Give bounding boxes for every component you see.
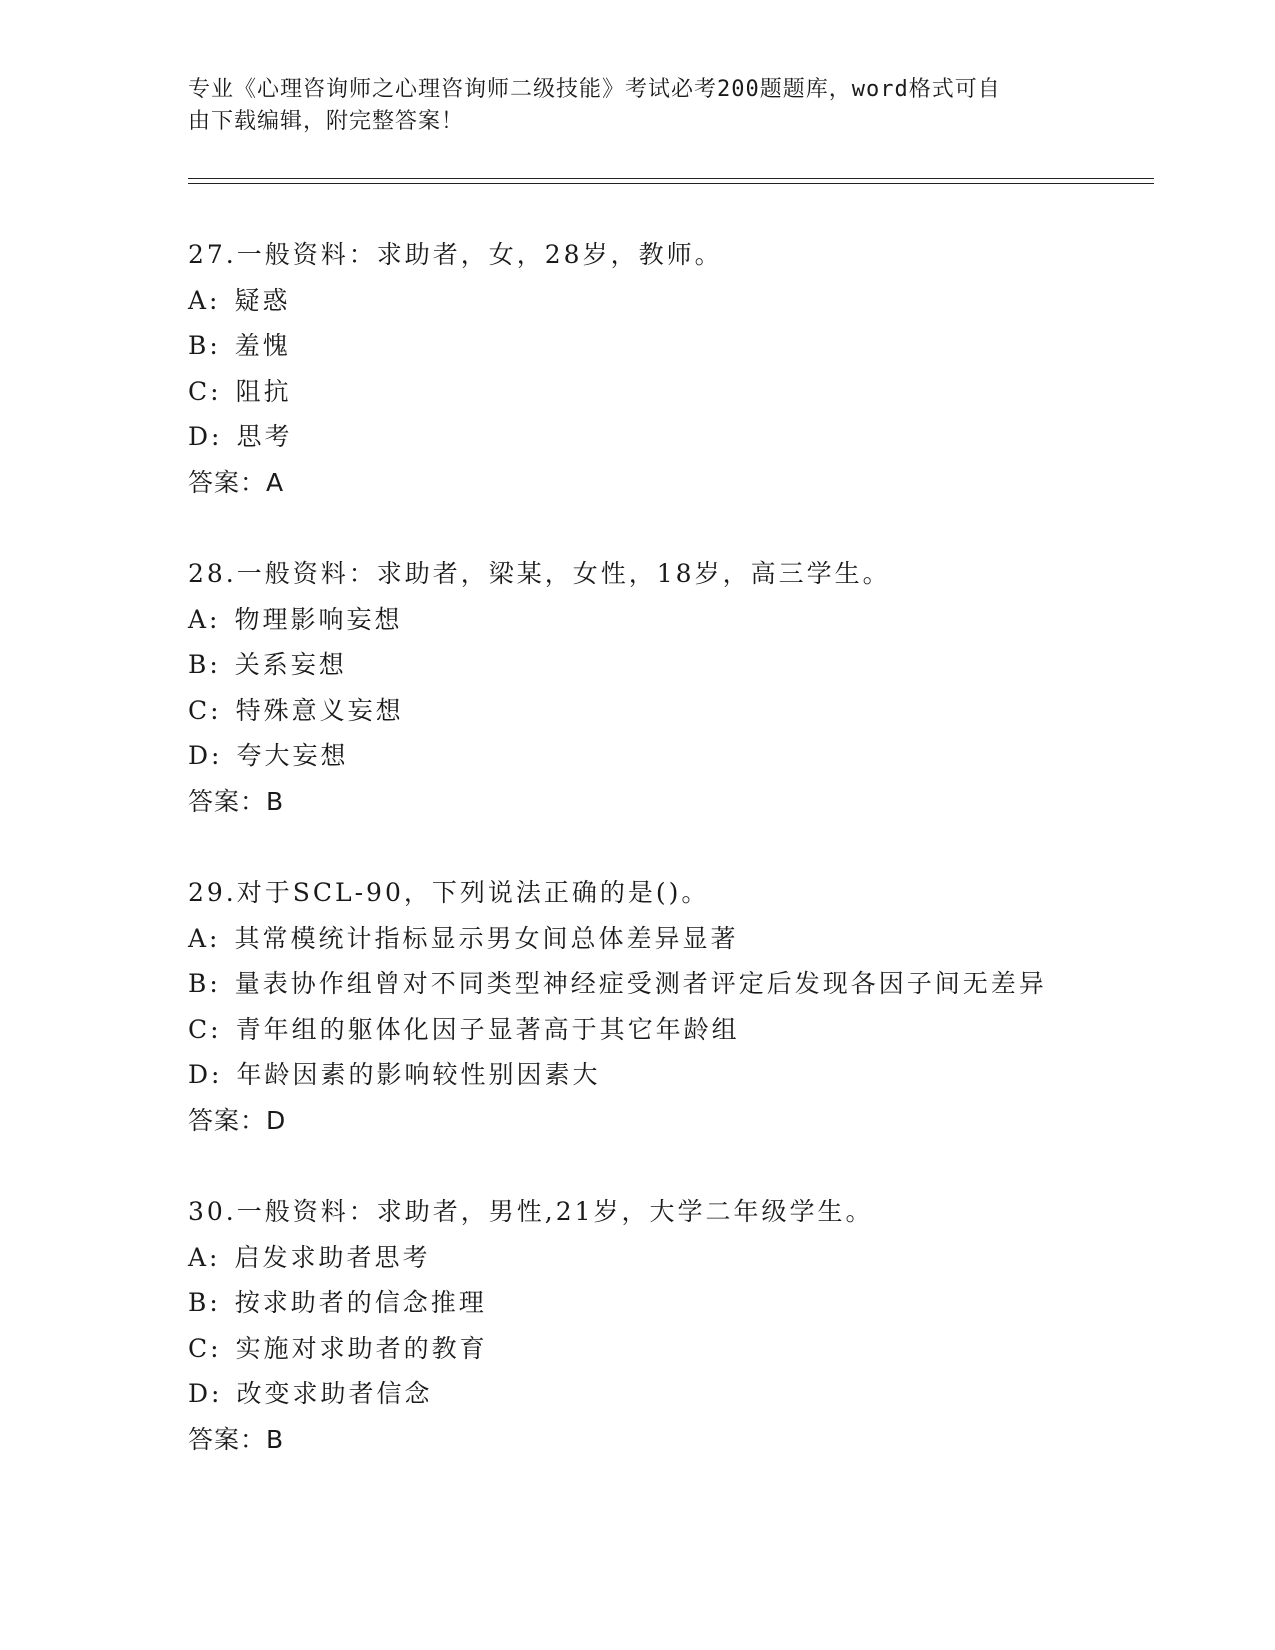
question-28 <box>188 551 1148 824</box>
question-stem: 30.一般资料：求助者，男性,21岁，大学二年级学生。 <box>188 1197 874 1226</box>
header-line-2: 由下载编辑，附完整答案！ <box>188 109 465 134</box>
option-text: 阻抗 <box>235 376 292 406</box>
option-letter: D: <box>188 1379 223 1408</box>
option-letter: B: <box>188 650 221 679</box>
question-30 <box>188 1189 1148 1462</box>
answer-line: 答案：A <box>188 467 285 497</box>
option-text: 其常模统计指标显示男女间总体差异显著 <box>234 923 739 953</box>
option-text: 启发求助者思考 <box>234 1242 431 1272</box>
option-letter: D: <box>188 741 223 770</box>
question-29 <box>188 870 1148 1143</box>
option-text: 量表协作组曾对不同类型神经症受测者评定后发现各因子间无差异 <box>234 969 1047 998</box>
option-text: 羞愧 <box>234 331 291 360</box>
option-text: 特殊意义妄想 <box>235 695 404 725</box>
option-text: 关系妄想 <box>234 650 347 679</box>
option-letter: D: <box>188 422 223 451</box>
option-d <box>188 1052 1148 1098</box>
option-c <box>188 1326 1148 1372</box>
option-letter: C: <box>188 376 222 406</box>
option-text: 夸大妄想 <box>236 741 349 770</box>
answer-line: 答案：B <box>188 786 285 816</box>
option-c <box>188 688 1148 734</box>
option-a <box>188 597 1148 643</box>
option-c <box>188 369 1148 415</box>
option-letter: C: <box>188 1014 222 1044</box>
option-text: 改变求助者信念 <box>236 1379 433 1408</box>
option-text: 疑惑 <box>234 285 291 315</box>
header-divider-bottom <box>188 183 1154 184</box>
answer-line: 答案：B <box>188 1424 285 1454</box>
option-letter: C: <box>188 695 222 725</box>
option-letter: A: <box>188 604 221 634</box>
option-d <box>188 1371 1148 1417</box>
option-letter: B: <box>188 969 221 998</box>
question-27 <box>188 232 1148 505</box>
option-d <box>188 414 1148 460</box>
option-letter: B: <box>188 1288 221 1317</box>
option-text: 按求助者的信念推理 <box>234 1288 487 1317</box>
option-b <box>188 323 1148 369</box>
option-b <box>188 961 1148 1007</box>
option-text: 物理影响妄想 <box>234 604 403 634</box>
option-letter: A: <box>188 285 221 315</box>
option-a <box>188 278 1148 324</box>
option-text: 思考 <box>236 422 293 451</box>
option-b <box>188 642 1148 688</box>
option-letter: A: <box>188 1242 221 1272</box>
option-c <box>188 1007 1148 1053</box>
option-letter: B: <box>188 331 221 360</box>
option-text: 青年组的躯体化因子显著高于其它年龄组 <box>235 1014 740 1044</box>
option-letter: A: <box>188 923 221 953</box>
document-header <box>188 74 1068 138</box>
header-line-1: 专业《心理咨询师之心理咨询师二级技能》考试必考200题题库，word格式可自 <box>188 77 1001 102</box>
option-a <box>188 1235 1148 1281</box>
question-stem: 29.对于SCL-90，下列说法正确的是()。 <box>188 878 710 907</box>
question-stem: 28.一般资料：求助者，梁某，女性，18岁，高三学生。 <box>188 559 891 588</box>
option-b <box>188 1280 1148 1326</box>
answer-line: 答案：D <box>188 1105 287 1135</box>
option-d <box>188 733 1148 779</box>
question-stem: 27.一般资料：求助者，女，28岁，教师。 <box>188 240 723 269</box>
option-letter: D: <box>188 1060 223 1089</box>
option-text: 年龄因素的影响较性别因素大 <box>236 1060 601 1089</box>
option-a <box>188 916 1148 962</box>
header-divider-top <box>188 178 1154 179</box>
option-letter: C: <box>188 1333 222 1363</box>
option-text: 实施对求助者的教育 <box>235 1333 488 1363</box>
